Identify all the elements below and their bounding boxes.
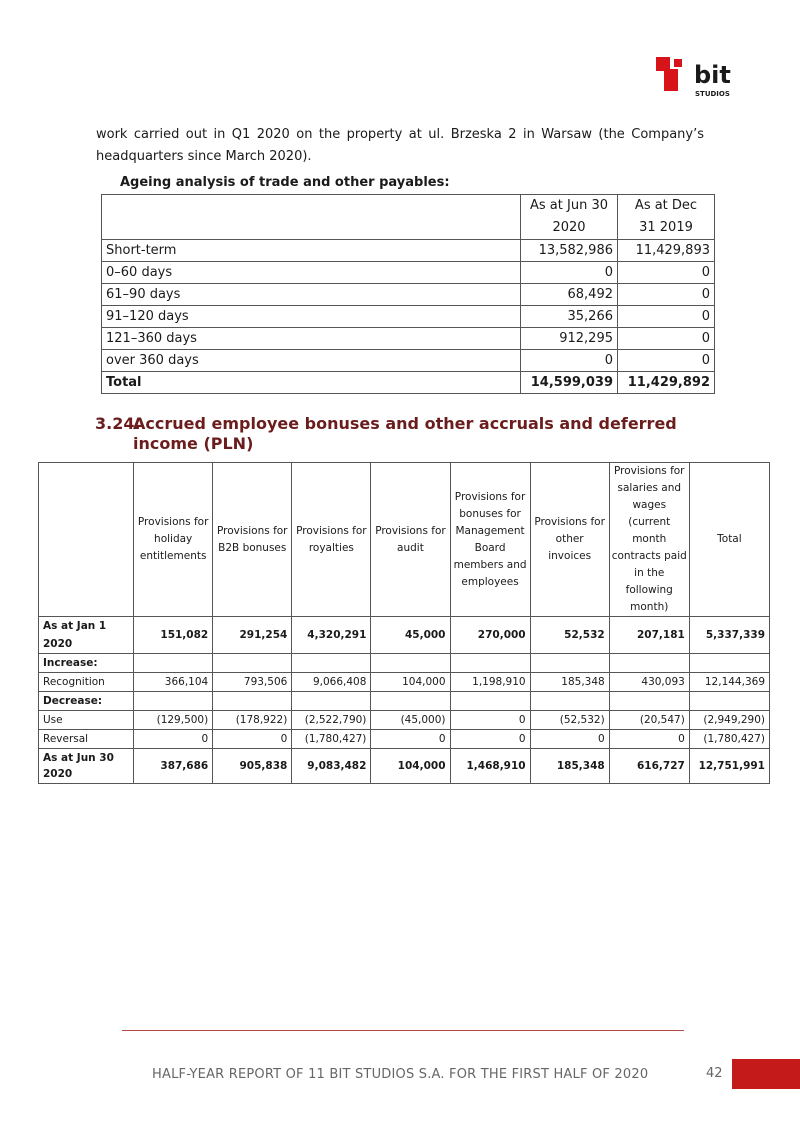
accruals-row-label: Decrease: <box>39 692 134 711</box>
accruals-row-label: Recognition <box>39 673 134 692</box>
accruals-cell: 616,727 <box>609 749 689 784</box>
ageing-cell-dec: 11,429,893 <box>618 240 715 262</box>
ageing-header-jun: As at Jun 30 2020 <box>521 195 618 240</box>
accruals-header-8: Total <box>689 463 769 617</box>
accruals-row-label: As at Jan 1 2020 <box>39 617 134 654</box>
ageing-header-empty <box>102 195 521 240</box>
accruals-cell <box>450 654 530 673</box>
ageing-cell-label: 121–360 days <box>102 328 521 350</box>
accruals-header-4: Provisions for audit <box>371 463 450 617</box>
ageing-cell-label: Total <box>102 372 521 394</box>
ageing-header-row <box>102 195 715 240</box>
ageing-cell-dec: 0 <box>618 328 715 350</box>
accruals-cell: 430,093 <box>609 673 689 692</box>
accruals-header-1: Provisions for holiday entitlements <box>134 463 213 617</box>
accruals-cell: 387,686 <box>134 749 213 784</box>
accruals-cell: 0 <box>134 730 213 749</box>
accruals-cell: 45,000 <box>371 617 450 654</box>
ageing-row <box>102 284 715 306</box>
accruals-cell <box>609 692 689 711</box>
ageing-cell-label: over 360 days <box>102 350 521 372</box>
ageing-cell-jun: 14,599,039 <box>521 372 618 394</box>
accruals-row <box>39 692 770 711</box>
ageing-cell-jun: 912,295 <box>521 328 618 350</box>
accruals-cell: 12,144,369 <box>689 673 769 692</box>
ageing-cell-jun: 13,582,986 <box>521 240 618 262</box>
accruals-row <box>39 673 770 692</box>
accruals-cell <box>689 654 769 673</box>
accruals-row-label: As at Jun 30 2020 <box>39 749 134 784</box>
accruals-cell: 104,000 <box>371 749 450 784</box>
ageing-cell-label: 0–60 days <box>102 262 521 284</box>
accruals-cell: (1,780,427) <box>292 730 371 749</box>
ageing-cell-dec: 0 <box>618 350 715 372</box>
section-title-line1: Accrued employee bonuses and other accruals and deferred <box>133 414 677 433</box>
accruals-cell: 0 <box>609 730 689 749</box>
accruals-cell <box>371 692 450 711</box>
accruals-cell <box>689 692 769 711</box>
ageing-row <box>102 306 715 328</box>
accruals-cell: 0 <box>450 730 530 749</box>
accruals-cell <box>213 692 292 711</box>
accruals-row <box>39 654 770 673</box>
accruals-header-2: Provisions for B2B bonuses <box>213 463 292 617</box>
accruals-cell <box>292 654 371 673</box>
ageing-row <box>102 262 715 284</box>
ageing-cell-label: Short-term <box>102 240 521 262</box>
accruals-cell: 52,532 <box>530 617 609 654</box>
accruals-row <box>39 711 770 730</box>
page-number: 42 <box>706 1066 723 1081</box>
accruals-cell: (129,500) <box>134 711 213 730</box>
ageing-cell-dec: 0 <box>618 306 715 328</box>
accruals-cell: (52,532) <box>530 711 609 730</box>
accruals-cell: 0 <box>213 730 292 749</box>
accruals-row-label: Reversal <box>39 730 134 749</box>
accruals-cell <box>530 654 609 673</box>
accruals-cell <box>134 654 213 673</box>
accruals-table <box>38 462 770 784</box>
ageing-row <box>102 240 715 262</box>
accruals-cell: 185,348 <box>530 749 609 784</box>
accruals-cell <box>450 692 530 711</box>
accruals-header-3: Provisions for royalties <box>292 463 371 617</box>
accruals-cell: (2,522,790) <box>292 711 371 730</box>
section-number: 3.24. <box>95 414 141 433</box>
page-tab-accent <box>732 1059 800 1089</box>
accruals-cell: 104,000 <box>371 673 450 692</box>
accruals-header-row <box>39 463 770 617</box>
accruals-cell: 1,198,910 <box>450 673 530 692</box>
accruals-cell <box>134 692 213 711</box>
accruals-row-label: Increase: <box>39 654 134 673</box>
accruals-cell <box>371 654 450 673</box>
accruals-cell: 291,254 <box>213 617 292 654</box>
ageing-row <box>102 328 715 350</box>
accruals-cell: 366,104 <box>134 673 213 692</box>
ageing-cell-jun: 68,492 <box>521 284 618 306</box>
accruals-header-7: Provisions for salaries and wages (current month contracts paid in the following month) <box>609 463 689 617</box>
accruals-cell: 0 <box>530 730 609 749</box>
accruals-cell: 9,066,408 <box>292 673 371 692</box>
accruals-cell: 185,348 <box>530 673 609 692</box>
accruals-cell: 207,181 <box>609 617 689 654</box>
section-title-line2: income (PLN) <box>133 434 254 453</box>
logo-subtext: STUDIOS <box>695 90 730 98</box>
ageing-table <box>101 194 715 394</box>
accruals-row <box>39 617 770 654</box>
accruals-cell: (178,922) <box>213 711 292 730</box>
accruals-cell <box>213 654 292 673</box>
ageing-title: Ageing analysis of trade and other payables: <box>120 175 450 190</box>
accruals-header-6: Provisions for other invoices <box>530 463 609 617</box>
accruals-cell: 151,082 <box>134 617 213 654</box>
accruals-header-5: Provisions for bonuses for Management Board members and employees <box>450 463 530 617</box>
footer-text: HALF-YEAR REPORT OF 11 BIT STUDIOS S.A. FOR THE FIRST HALF OF 2020 <box>152 1067 649 1082</box>
accruals-cell: 5,337,339 <box>689 617 769 654</box>
accruals-cell <box>292 692 371 711</box>
ageing-total-row <box>102 372 715 394</box>
accruals-cell <box>609 654 689 673</box>
ageing-row <box>102 350 715 372</box>
company-logo <box>656 55 736 99</box>
intro-paragraph: work carried out in Q1 2020 on the property at ul. Brzeska 2 in Warsaw (the Company’s headquarters since March 2020). <box>96 127 704 164</box>
accruals-cell: 793,506 <box>213 673 292 692</box>
ageing-cell-jun: 0 <box>521 262 618 284</box>
accruals-cell: 0 <box>371 730 450 749</box>
section-title <box>95 414 715 454</box>
accruals-cell: 1,468,910 <box>450 749 530 784</box>
logo-text: bit <box>694 61 731 89</box>
accruals-cell: 9,083,482 <box>292 749 371 784</box>
accruals-cell: (45,000) <box>371 711 450 730</box>
accruals-cell: (20,547) <box>609 711 689 730</box>
accruals-row <box>39 730 770 749</box>
footer-divider <box>122 1030 684 1031</box>
accruals-cell: 12,751,991 <box>689 749 769 784</box>
accruals-cell: 270,000 <box>450 617 530 654</box>
ageing-cell-label: 61–90 days <box>102 284 521 306</box>
accruals-header-0 <box>39 463 134 617</box>
accruals-cell: (1,780,427) <box>689 730 769 749</box>
ageing-cell-dec: 0 <box>618 284 715 306</box>
ageing-cell-label: 91–120 days <box>102 306 521 328</box>
accruals-row-label: Use <box>39 711 134 730</box>
ageing-cell-dec: 11,429,892 <box>618 372 715 394</box>
accruals-row <box>39 749 770 784</box>
ageing-cell-jun: 35,266 <box>521 306 618 328</box>
accruals-cell: 4,320,291 <box>292 617 371 654</box>
ageing-header-dec: As at Dec 31 2019 <box>618 195 715 240</box>
accruals-cell: (2,949,290) <box>689 711 769 730</box>
ageing-cell-jun: 0 <box>521 350 618 372</box>
accruals-cell <box>530 692 609 711</box>
accruals-cell: 905,838 <box>213 749 292 784</box>
ageing-cell-dec: 0 <box>618 262 715 284</box>
accruals-cell: 0 <box>450 711 530 730</box>
